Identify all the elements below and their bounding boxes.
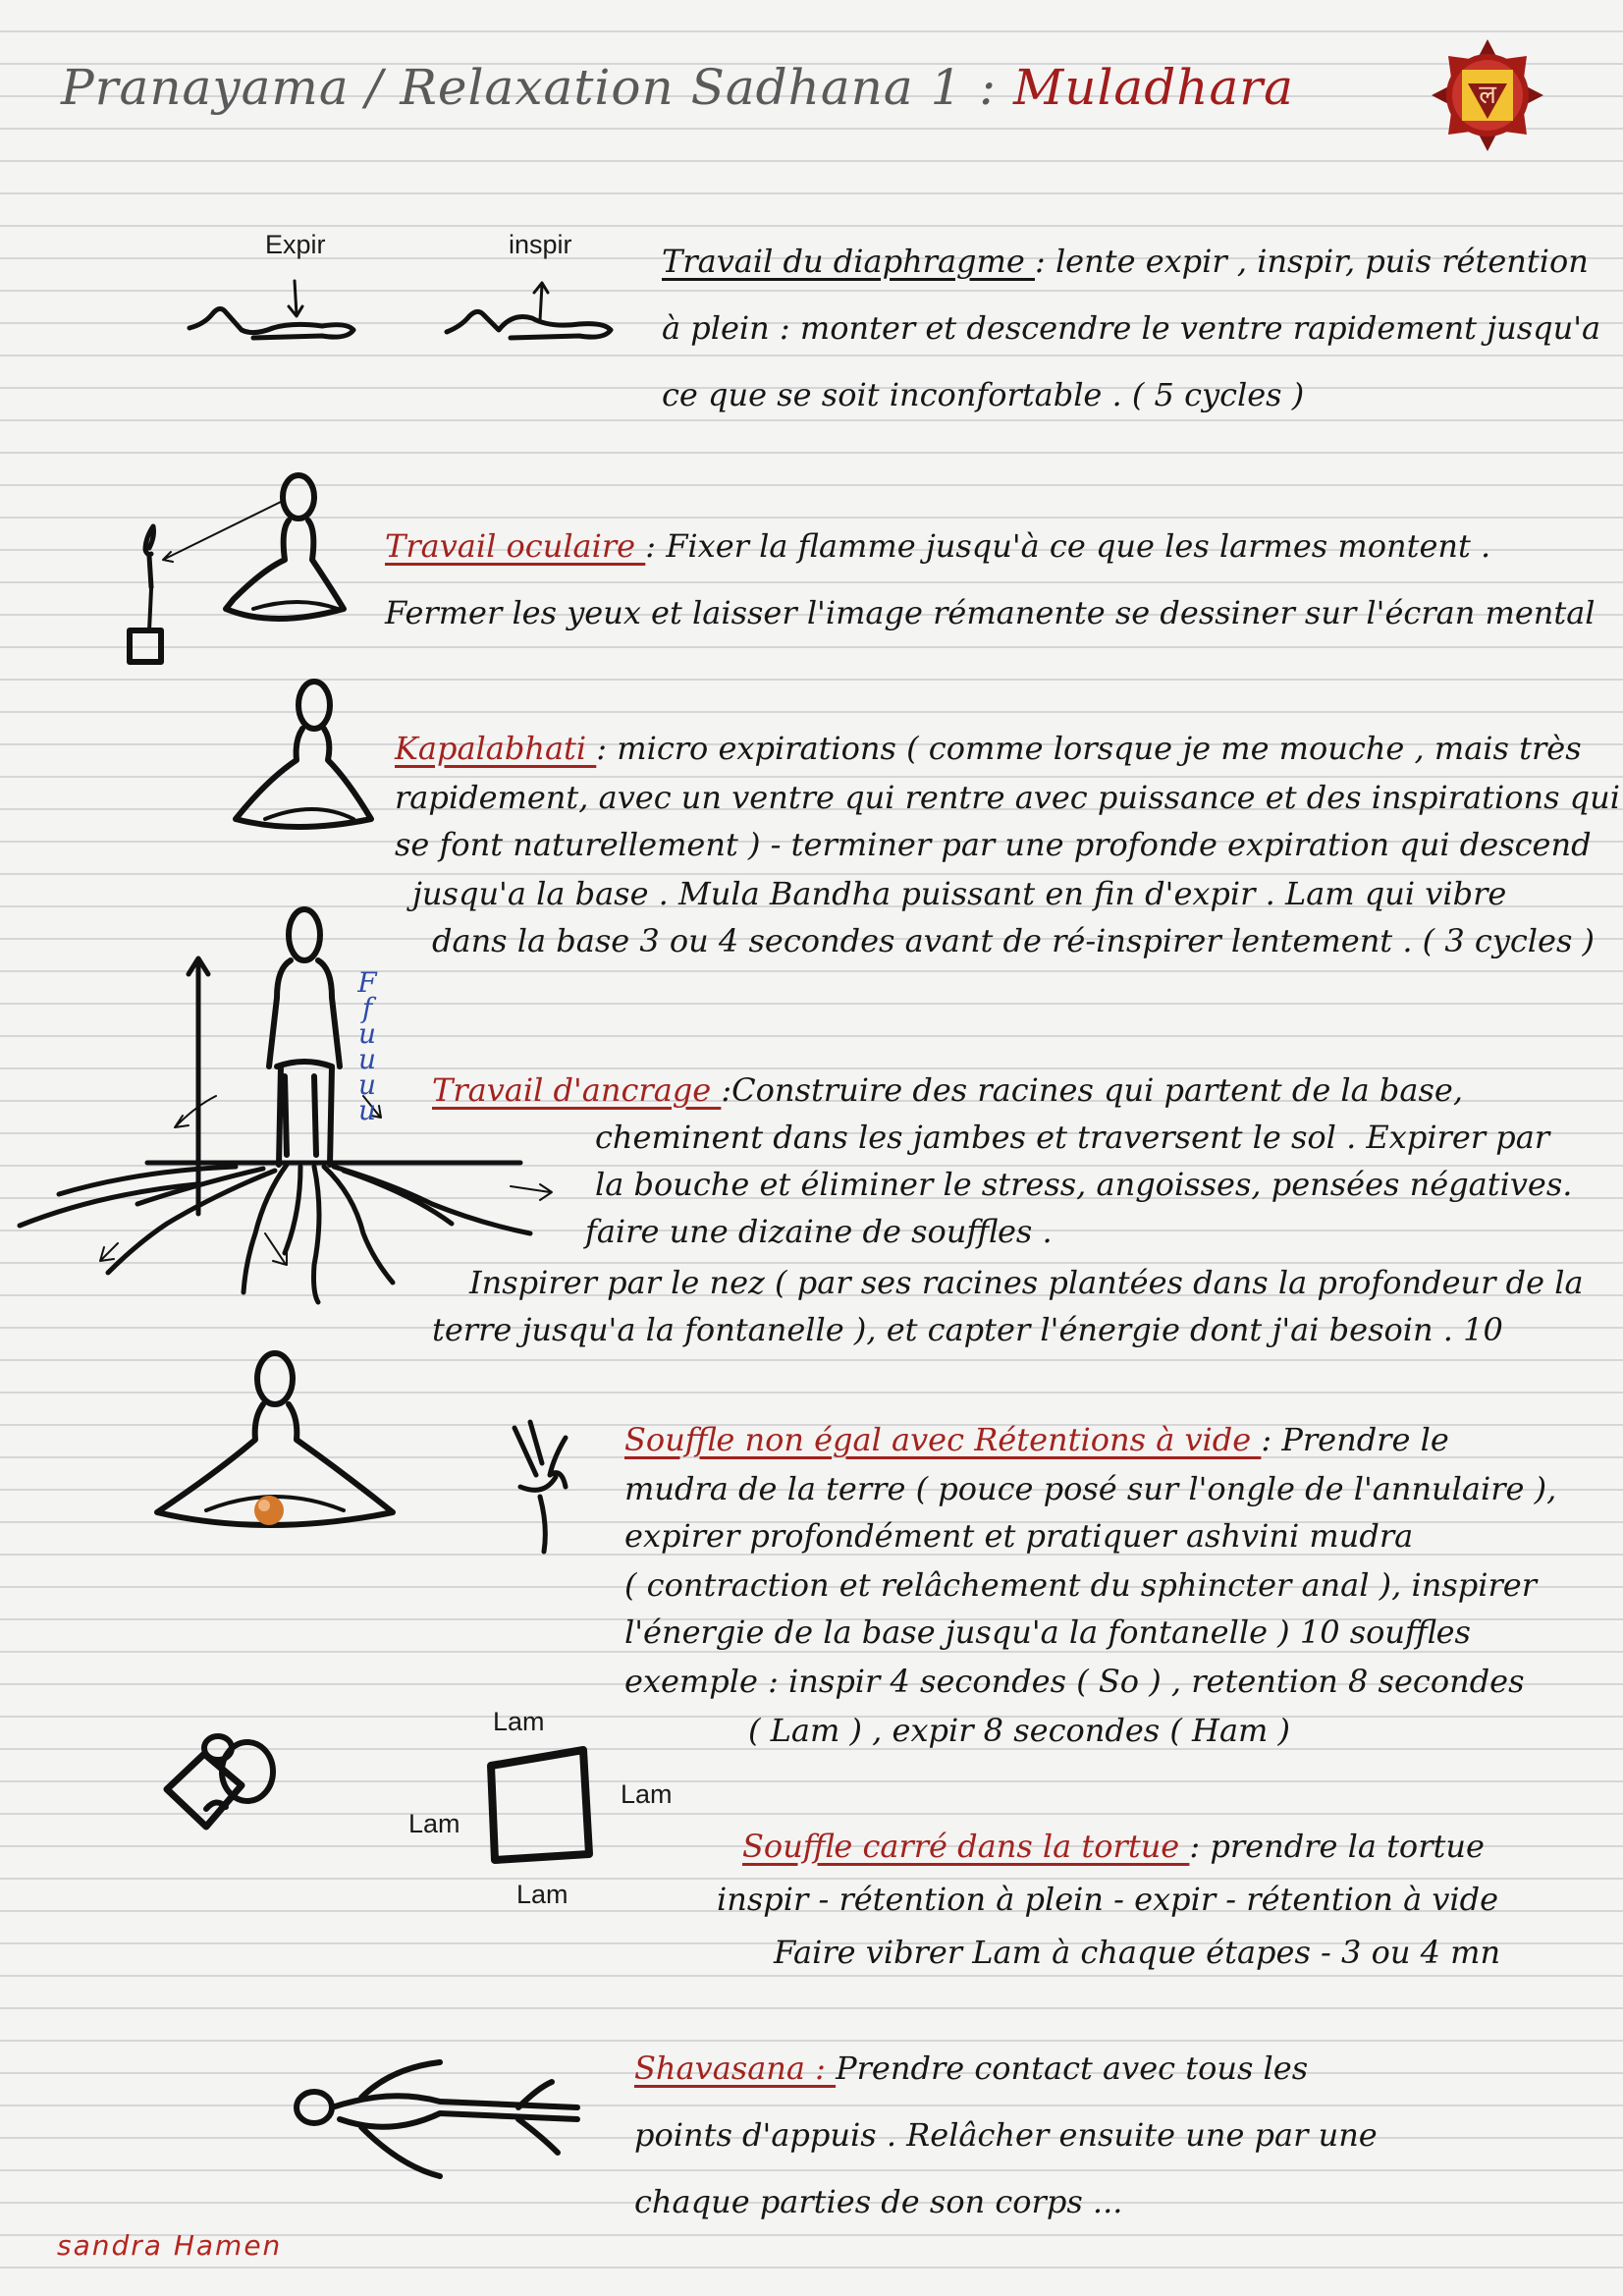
unequal-line-6: exemple : inspir 4 secondes ( So ) , retention 8 secondes (624, 1663, 1525, 1700)
anchoring-line-6: terre jusqu'a la fontanelle ), et capter l'énergie dont j'ai besoin . 10 (432, 1311, 1503, 1348)
anchoring-line-4: faire une dizaine de souffles . (585, 1213, 1053, 1250)
inspir-label: inspir (509, 230, 572, 259)
square-breath-diagram (483, 1744, 601, 1872)
anchoring-line-2: cheminent dans les jambes et traversent le sol . Expirer par (595, 1119, 1550, 1156)
diaphragm-line-1: Travail du diaphragme : lente expir , inspir, puis rétention (662, 243, 1589, 280)
square-heading: Souffle carré dans la tortue (742, 1828, 1190, 1865)
ffuu-breath-text: F f u u u u (357, 966, 377, 1126)
kapalabhati-heading: Kapalabhati (395, 730, 597, 767)
meditating-root-chakra-icon (147, 1345, 403, 1571)
candle-meditation-icon (116, 462, 371, 678)
square-line-2: inspir - rétention à plein - expir - rétention à vide (717, 1881, 1499, 1918)
page-title (61, 59, 1294, 116)
square-label-bottom: Lam (516, 1880, 568, 1909)
square-label-right: Lam (621, 1779, 673, 1809)
unequal-line-5: l'énergie de la base jusqu'a la fontanelle ) 10 souffles (624, 1613, 1471, 1651)
earth-mudra-hand-icon (501, 1418, 599, 1565)
kapalabhati-line-1: Kapalabhati : micro expirations ( comme lorsque je me mouche , mais très (395, 730, 1582, 767)
unequal-line-1: Souffle non égal avec Rétentions à vide : Prendre le (624, 1421, 1449, 1458)
unequal-line-4: ( contraction et relâchement du sphincter anal ), inspirer (624, 1566, 1537, 1604)
shavasana-line-3: chaque parties de son corps ... (634, 2183, 1123, 2220)
square-label-top: Lam (493, 1707, 545, 1736)
author-signature: sandra Hamen (57, 2229, 283, 2262)
unequal-line-2: mudra de la terre ( pouce posé sur l'ongle de l'annulaire ), (624, 1470, 1557, 1507)
lying-figure-inspir-icon (442, 267, 619, 355)
shavasana-line-1: Shavasana : Prendre contact avec tous les (634, 2050, 1309, 2087)
diaphragm-heading: Travail du diaphragme (662, 243, 1035, 280)
kapalabhati-line-3: se font naturellement ) - terminer par une profonde expiration qui descend (395, 826, 1592, 863)
anchoring-line-3: la bouche et éliminer le stress, angoisses, pensées négatives. (595, 1166, 1573, 1203)
meditating-figure-icon (226, 672, 383, 839)
lying-figure-expir-icon (185, 267, 361, 355)
title-prefix: Pranayama / Relaxation Sadhana 1 : (61, 59, 1014, 116)
anchoring-line-5: Inspirer par le nez ( par ses racines plantées dans la profondeur de la (469, 1264, 1584, 1301)
unequal-heading: Souffle non égal avec Rétentions à vide (624, 1421, 1262, 1458)
lying-shavasana-figure-icon (283, 2058, 597, 2196)
title-accent: Muladhara (1013, 59, 1294, 116)
expir-label: Expir (265, 230, 326, 259)
ocular-heading: Travail oculaire (385, 527, 646, 565)
kapalabhati-line-5: dans la base 3 ou 4 secondes avant de ré-inspirer lentement . ( 3 cycles ) (432, 922, 1596, 959)
shavasana-heading: Shavasana : (634, 2050, 837, 2087)
diaphragm-line-3: ce que se soit inconfortable . ( 5 cycles ) (662, 376, 1305, 413)
unequal-line-7: ( Lam ) , expir 8 secondes ( Ham ) (748, 1712, 1291, 1749)
anchoring-line-1: Travail d'ancrage :Construire des racines qui partent de la base, (432, 1071, 1463, 1109)
kapalabhati-line-4: jusqu'a la base . Mula Bandha puissant en fin d'expir . Lam qui vibre (412, 875, 1507, 912)
ocular-line-1: Travail oculaire : Fixer la flamme jusqu'à ce que les larmes montent . (385, 527, 1491, 565)
square-line-1: Souffle carré dans la tortue : prendre la tortue (742, 1828, 1485, 1865)
diaphragm-line-2: à plein : monter et descendre le ventre rapidement jusqu'a (662, 309, 1601, 347)
square-line-3: Faire vibrer Lam à chaque étapes - 3 ou 4 mn (774, 1934, 1501, 1971)
unequal-line-3: expirer profondément et pratiquer ashvini mudra (624, 1517, 1414, 1555)
ocular-line-2: Fermer les yeux et laisser l'image rémanente se dessiner sur l'écran mental (385, 594, 1596, 631)
turtle-pose-icon (157, 1724, 295, 1852)
kapalabhati-line-2: rapidement, avec un ventre qui rentre avec puissance et des inspirations qui (395, 779, 1620, 816)
shavasana-line-2: points d'appuis . Relâcher ensuite une par une (634, 2116, 1378, 2154)
anchoring-heading: Travail d'ancrage (432, 1071, 722, 1109)
svg-text:ल: ल (1479, 81, 1496, 110)
square-label-left: Lam (408, 1809, 460, 1838)
muladhara-chakra-icon (1430, 37, 1545, 153)
